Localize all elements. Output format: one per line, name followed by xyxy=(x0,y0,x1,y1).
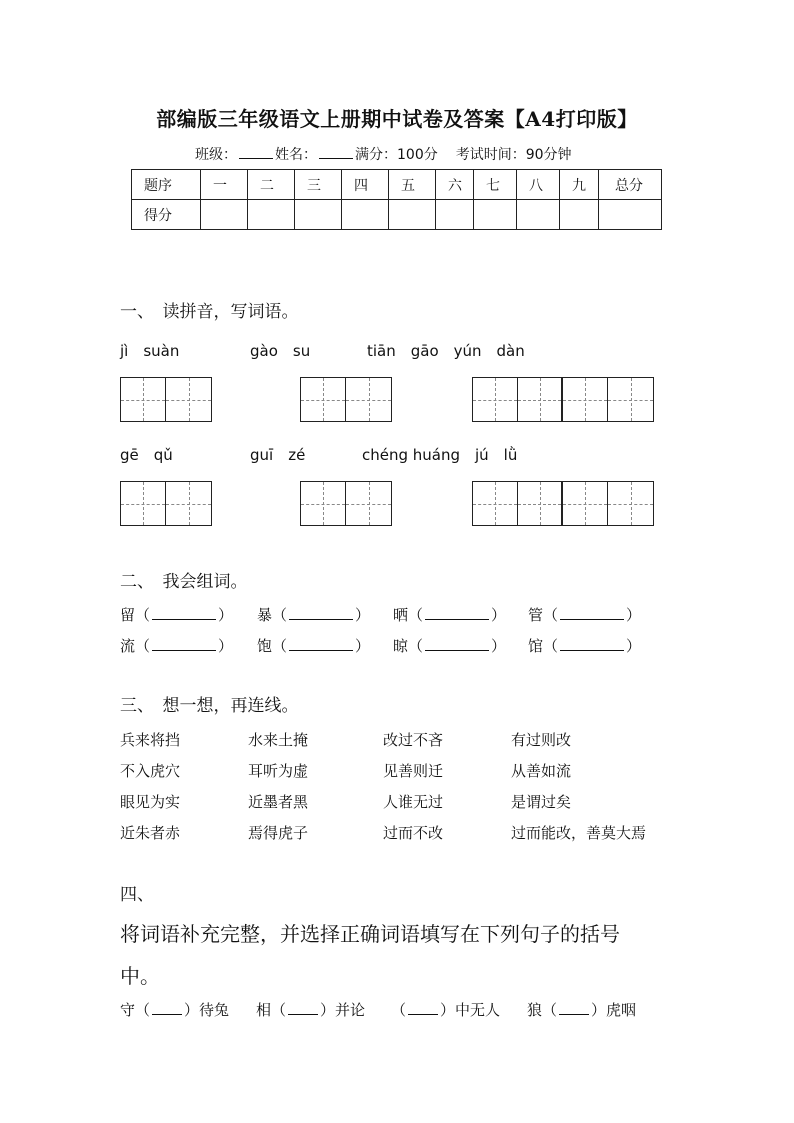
word-char: 管 xyxy=(528,606,544,624)
score-input[interactable] xyxy=(436,200,474,230)
match-item[interactable]: 过而能改，善莫大焉 xyxy=(511,824,647,842)
word-blank[interactable] xyxy=(289,607,353,620)
match-item[interactable]: 有过则改 xyxy=(511,731,572,749)
match-item[interactable]: 兵来将挡 xyxy=(120,731,181,749)
word-item: 晒（ ） xyxy=(393,606,507,624)
match-item[interactable]: 焉得虎子 xyxy=(248,824,309,842)
exam-time: 考试时间：90分钟 xyxy=(455,147,572,163)
match-item[interactable]: 水来土掩 xyxy=(248,731,309,749)
match-item[interactable]: 从善如流 xyxy=(511,762,572,780)
word-blank[interactable] xyxy=(152,607,216,620)
idiom-item xyxy=(256,999,365,1020)
match-item[interactable]: 是谓过矣 xyxy=(511,793,572,811)
idiom-suffix: ）待兔 xyxy=(184,1001,230,1019)
word-char: 流 xyxy=(120,637,136,655)
pinyin: jì suàn xyxy=(120,342,180,360)
match-item[interactable]: 过而不改 xyxy=(383,824,444,842)
writing-grid[interactable] xyxy=(300,481,392,526)
idiom-suffix: ）中无人 xyxy=(440,1001,501,1019)
word-item: 管（ ） xyxy=(528,606,642,624)
score-cell: 二 xyxy=(248,170,295,200)
word-char: 馆 xyxy=(528,637,544,655)
pinyin: guī zé xyxy=(250,446,306,464)
word-item: 晾（ ） xyxy=(393,637,507,655)
exam-info xyxy=(195,144,572,164)
score-cell: 五 xyxy=(389,170,436,200)
word-blank[interactable] xyxy=(152,638,216,651)
match-item[interactable]: 改过不吝 xyxy=(383,731,444,749)
score-row-label: 得分 xyxy=(132,200,201,230)
writing-grid[interactable] xyxy=(300,377,392,422)
word-blank[interactable] xyxy=(425,607,489,620)
word-item: 留（ ） xyxy=(120,606,234,624)
score-input[interactable] xyxy=(599,200,662,230)
score-input[interactable] xyxy=(295,200,342,230)
idiom-prefix: 守（ xyxy=(120,1001,151,1019)
word-item: 馆（ ） xyxy=(528,637,642,655)
score-input[interactable] xyxy=(474,200,517,230)
idiom-item xyxy=(120,999,229,1020)
pinyin: gào su xyxy=(250,342,311,360)
word-char: 晒 xyxy=(393,606,409,624)
idiom-blank[interactable] xyxy=(288,1002,318,1015)
section4-instruction-cont: 中。 xyxy=(120,964,160,988)
score-cell: 八 xyxy=(517,170,560,200)
score-table-header-row xyxy=(132,170,662,200)
word-item: 暴（ ） xyxy=(257,606,371,624)
score-cell: 四 xyxy=(342,170,389,200)
word-blank[interactable] xyxy=(560,607,624,620)
writing-grid[interactable] xyxy=(120,481,212,526)
pinyin: tiān gāo yún dàn xyxy=(367,342,525,360)
idiom-blank[interactable] xyxy=(152,1002,182,1015)
idiom-prefix: 狼（ xyxy=(527,1001,558,1019)
score-input[interactable] xyxy=(248,200,295,230)
idiom-item xyxy=(391,999,500,1020)
writing-grid[interactable] xyxy=(472,481,654,526)
match-item[interactable]: 人谁无过 xyxy=(383,793,444,811)
match-item[interactable]: 眼见为实 xyxy=(120,793,181,811)
match-item[interactable]: 耳听为虚 xyxy=(248,762,309,780)
section1-heading: 一、 读拼音，写词语。 xyxy=(120,302,299,322)
score-table-score-row xyxy=(132,200,662,230)
idiom-item xyxy=(527,999,636,1020)
writing-grid[interactable] xyxy=(472,377,654,422)
score-table xyxy=(131,169,662,230)
idiom-blank[interactable] xyxy=(559,1002,589,1015)
score-input[interactable] xyxy=(560,200,599,230)
score-cell: 总分 xyxy=(599,170,662,200)
idiom-prefix: （ xyxy=(391,1001,407,1019)
score-cell: 题序 xyxy=(132,170,201,200)
score-cell: 三 xyxy=(295,170,342,200)
score-cell: 一 xyxy=(201,170,248,200)
word-char: 饱 xyxy=(257,637,273,655)
full-score: 满分：100分 xyxy=(355,147,438,163)
section3-heading: 三、 想一想，再连线。 xyxy=(120,696,299,716)
word-blank[interactable] xyxy=(289,638,353,651)
name-label: 姓名： xyxy=(275,147,317,163)
idiom-prefix: 相（ xyxy=(256,1001,287,1019)
word-char: 暴 xyxy=(257,606,273,624)
score-input[interactable] xyxy=(342,200,389,230)
word-char: 留 xyxy=(120,606,136,624)
section4-instruction: 将词语补充完整，并选择正确词语填写在下列句子的括号 xyxy=(120,922,620,946)
class-label: 班级： xyxy=(195,147,237,163)
word-blank[interactable] xyxy=(560,638,624,651)
pinyin: gē qǔ xyxy=(120,446,173,464)
score-input[interactable] xyxy=(389,200,436,230)
score-cell: 七 xyxy=(474,170,517,200)
word-item: 流（ ） xyxy=(120,637,234,655)
match-item[interactable]: 见善则迁 xyxy=(383,762,444,780)
score-cell: 六 xyxy=(436,170,474,200)
word-item: 饱（ ） xyxy=(257,637,371,655)
idiom-blank[interactable] xyxy=(408,1002,438,1015)
section2-heading: 二、 我会组词。 xyxy=(120,572,248,592)
name-blank[interactable] xyxy=(319,146,353,159)
pinyin: chéng huáng jú lǜ xyxy=(362,446,518,464)
page-title: 部编版三年级语文上册期中试卷及答案【A4打印版】 xyxy=(156,107,638,131)
score-input[interactable] xyxy=(201,200,248,230)
word-blank[interactable] xyxy=(425,638,489,651)
score-cell: 九 xyxy=(560,170,599,200)
score-input[interactable] xyxy=(517,200,560,230)
match-item[interactable]: 不入虎穴 xyxy=(120,762,181,780)
idiom-suffix: ）并论 xyxy=(320,1001,366,1019)
writing-grid[interactable] xyxy=(120,377,212,422)
word-char: 晾 xyxy=(393,637,409,655)
section4-heading: 四、 xyxy=(120,885,154,905)
idiom-suffix: ）虎咽 xyxy=(591,1001,637,1019)
match-item[interactable]: 近朱者赤 xyxy=(120,824,181,842)
match-item[interactable]: 近墨者黑 xyxy=(248,793,309,811)
class-blank[interactable] xyxy=(239,146,273,159)
